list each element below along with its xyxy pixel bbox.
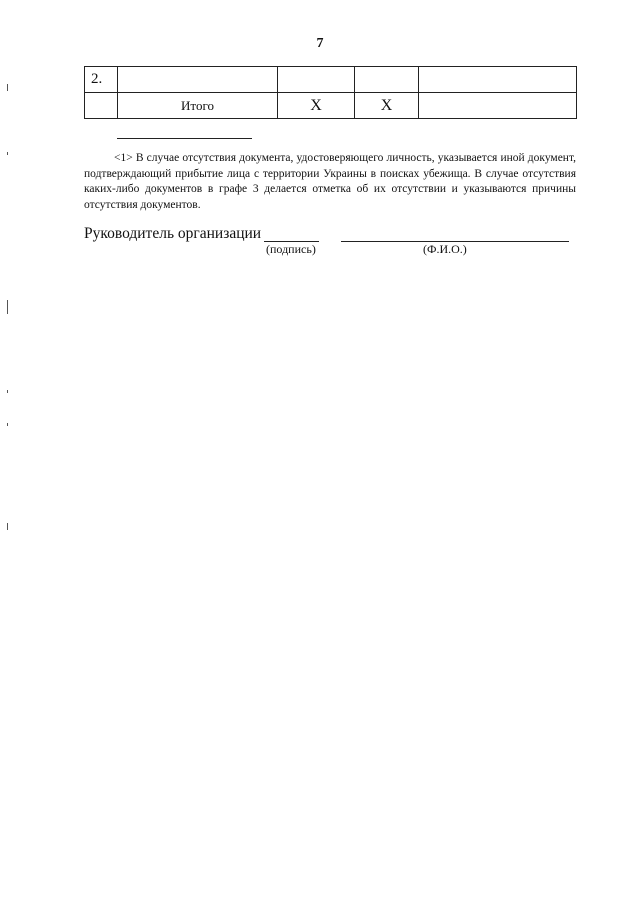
total-label-cell: Итого bbox=[118, 93, 278, 119]
total-mark-cell: Х bbox=[278, 93, 355, 119]
scan-artifact-mark bbox=[7, 152, 8, 155]
row-number-cell bbox=[85, 93, 118, 119]
total-mark-cell: Х bbox=[355, 93, 419, 119]
scan-artifact-mark bbox=[7, 390, 8, 393]
column-5-cell bbox=[419, 93, 577, 119]
scan-artifact-mark bbox=[7, 523, 8, 530]
scan-artifact-mark bbox=[7, 84, 8, 91]
full-name-caption: (Ф.И.О.) bbox=[423, 242, 467, 256]
column-3-cell bbox=[278, 67, 355, 93]
scan-artifact-mark bbox=[7, 300, 8, 314]
signature-caption: (подпись) bbox=[266, 242, 316, 256]
footnote-separator bbox=[117, 138, 252, 139]
footnote-text: <1> В случае отсутствия документа, удостоверяющего личность, указывается иной документ, подтверждающий прибытие лица с территории Украины в поисках убежища. В случае отсутствия каких-либо документов в графе 3 делается отметка об их отсутствии и указываются причины отсутствия документов. bbox=[84, 152, 576, 211]
summary-table bbox=[84, 66, 577, 119]
column-4-cell bbox=[355, 67, 419, 93]
row-number-cell: 2. bbox=[85, 67, 118, 93]
signature-label: Руководитель организации bbox=[84, 225, 262, 242]
page-number: 7 bbox=[316, 36, 324, 51]
column-5-cell bbox=[419, 67, 577, 93]
name-cell bbox=[118, 67, 278, 93]
table-row-2 bbox=[85, 67, 577, 93]
table-row-total bbox=[85, 93, 577, 119]
scan-artifact-mark bbox=[7, 423, 8, 426]
